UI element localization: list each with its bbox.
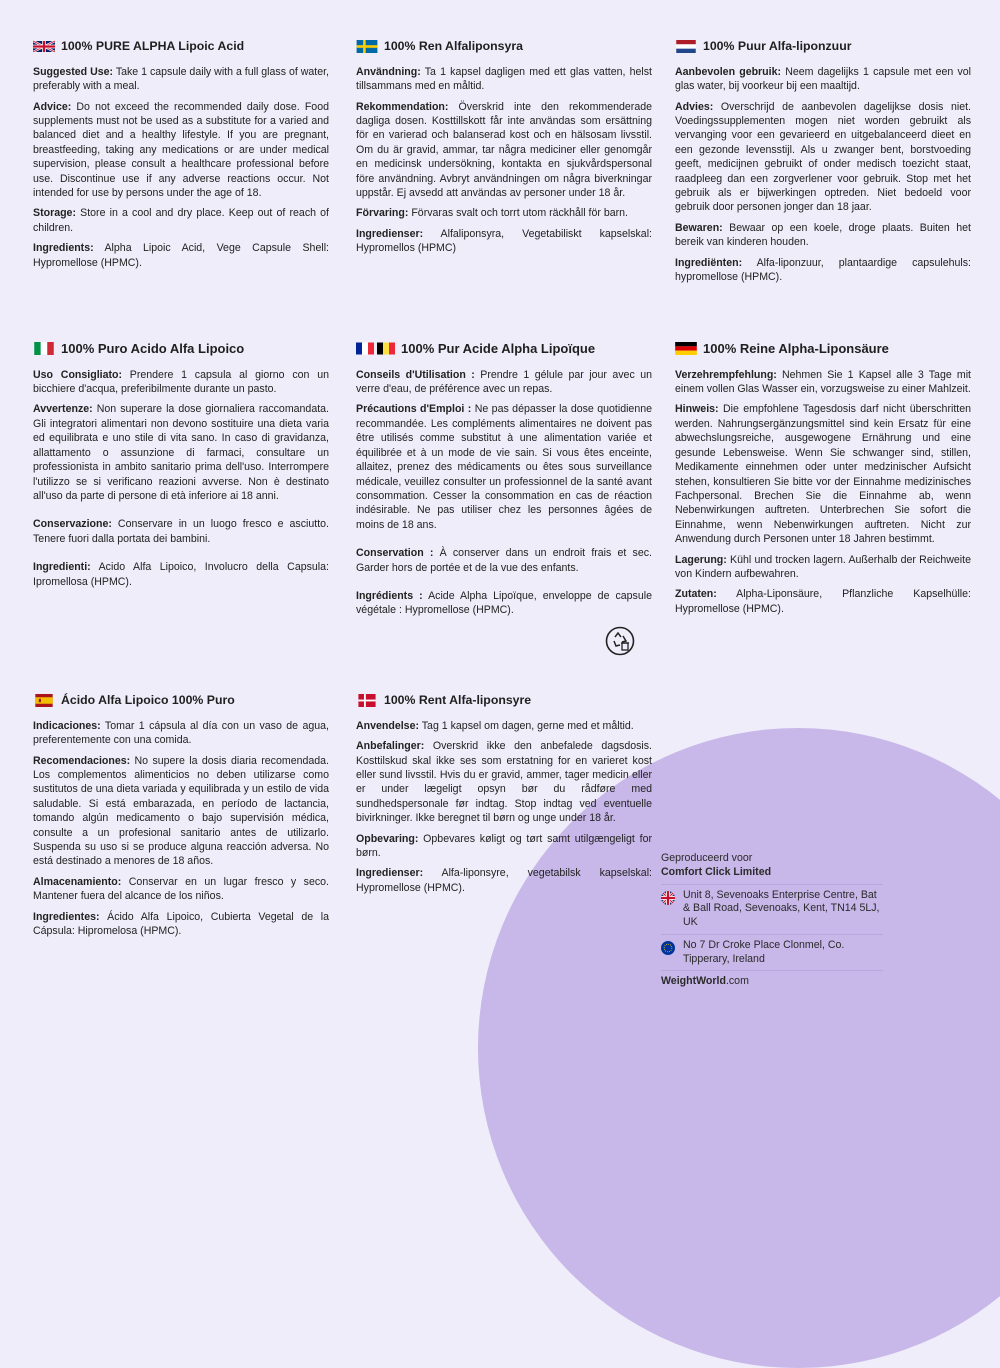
section-english [33,38,329,276]
belgium-flag-icon [377,342,395,355]
ingredients: Ingrédients : Acide Alpha Lipoïque, enveloppe de capsule végétale : Hypromellose (HPMC). [356,589,652,617]
usage: Anvendelse: Tag 1 kapsel om dagen, gerne med et måltid. [356,719,634,732]
brand-website: WeightWorld.com [661,970,883,989]
section-german [675,340,971,622]
netherlands-flag-icon [675,40,697,53]
advice: Hinweis: Die empfohlene Tagesdosis darf nicht überschritten werden. Nahrungsergänzungsmittel sind kein Ersatz für eine abwechslungsreiche, ausgewogene Ernährung und eine gesunde Lebensweise. Wenn Sie schwanger sind, stillen, Medikamente einnehmen oder unter medzinischer Aufsicht stehen, konsultieren Sie bitte vor der Einnahme medizinisches Fachpersonal. Brechen Sie die Einnahme ab, wenn Nebenwirkungen auftreten. Unterbrechen Sie sofort die Einnahme, wenn Nebenwirkungen auftreten. Nicht zur Anwendung durch Personen unter 18 Jahren bestimmt. [675,403,971,546]
section-title: Ácido Alfa Lipoico 100% Puro [33,692,329,709]
section-title: 100% Rent Alfa-liponsyre [356,692,652,709]
ingredients: Ingredienti: Acido Alfa Lipoico, Involucro della Capsula: Ipromellosa (HPMC). [33,561,329,588]
advice: Anbefalinger: Overskrid ikke den anbefalede dagsdosis. Kosttilskud skal ikke ses som erstatning for en varieret kost eller sund livsstil. Hvis du er gravid, ammer, tager medicin eller er under lægeligt opsyn bør du rådføre med sundhedspersonale før indtag. Stop indtag ved eventuelle bivirkninger. Ikke beregnet til børn og unge under 18 år. [356,740,652,825]
usage: Indicaciones: Tomar 1 cápsula al día con un vaso de agua, preferentemente con una comida. [33,719,329,747]
section-danish [356,692,652,901]
address-ireland-text: No 7 Dr Croke Place Clonmel, Co. Tipperary, Ireland [683,938,845,965]
address-ireland [661,934,883,971]
section-title: 100% PURE ALPHA Lipoic Acid [33,38,329,55]
address-uk [661,884,883,934]
section-swedish [356,38,652,262]
uk-flag-icon [661,891,675,905]
spain-flag-icon [33,694,55,707]
advice: Avvertenze: Non superare la dose giornaliera raccomandata. Gli integratori alimentari non devono sostituire una dieta varia ed equilibrata e uno stile di vita sano. In caso di gravidanza, allattamento o assunzione di farmaci, consultare un professionista in ambito sanitario prima dell'uso. Interrompere l'utilizzo se si verificano reazioni avverse. Non è destinato all'uso da parte di persone di età inferiore ai 18 anni. [33,403,329,502]
section-title: 100% Pur Acide Alpha Lipoïque [356,340,652,358]
producer-company: Comfort Click Limited [661,865,772,878]
storage: Almacenamiento: Conservar en un lugar fresco y seco. Mantener fuera del alcance de los niños. [33,875,329,903]
denmark-flag-icon [356,694,378,707]
advice: Advies: Overschrijd de aanbevolen dagelijkse dosis niet. Voedingssupplementen mogen niet worden gebruikt als vervanging voor een gevarieerd en uitgebalanceerd dieet en een gezonde levensstijl. Als u zwanger bent, borstvoeding geeft, medicijnen gebruikt of onder medisch toezicht staat, raadpleeg dan een zorgverlener voor gebruik. Stop met het gebruik als er bijwerkingen optreden. Niet bedoeld voor gebruik door personen jonger dan 18 jaar. [675,100,971,214]
recycle-bin-icon [605,626,635,656]
advice: Rekommendation: Överskrid inte den rekommenderade dagliga dosen. Kosttillskott får inte användas som ersättning för en varierad och balanserad kost och en hälsosam livsstil. Om du är gravid, ammar, tar några mediciner eller genomgår en medicinsk undersökning, kontakta en sjukvårdspersonal före användning. Avbryt användningen om några biverkningar uppstår. Ej avsedd att användas av personer under 18 år. [356,100,652,199]
italy-flag-icon [33,342,55,355]
producer-intro: Geproduceerd voor [661,852,753,864]
storage: Conservazione: Conservare in un luogo fresco e asciutto. Tenere fuori dalla portata dei bambini. [33,518,329,545]
suggested-use: Suggested Use: Take 1 capsule daily with a full glass of water, preferably with a meal. [33,65,329,93]
section-spanish [33,692,329,944]
eu-flag-icon [661,941,675,955]
ingredients: Ingrediënten: Alfa-liponzuur, plantaardige capsulehuls: hypromellose (HPMC). [675,256,971,283]
ingredients: Ingredienser: Alfa-liponsyre, vegetabilsk kapselskal: Hypromellose (HPMC). [356,867,652,894]
storage: Bewaren: Bewaar op een koele, droge plaats. Buiten het bereik van kinderen houden. [675,221,971,249]
usage: Uso Consigliato: Prendere 1 capsula al giorno con un bicchiere d'acqua, preferibilmente durante un pasto. [33,368,329,396]
usage: Verzehrempfehlung: Nehmen Sie 1 Kapsel alle 3 Tage mit einem vollen Glas Wasser ein, vorzugsweise zu einer Mahlzeit. [675,368,971,396]
advice: Précautions d'Emploi : Ne pas dépasser la dose quotidienne recommandée. Les compléments alimentaires ne doivent pas être utilisés comme substitut à une alimentation variée et équilibrée et à un mode de vie sain. Si vous êtes enceinte, allaitez, prenez des médicaments ou êtes sous surveillance médicale, veuillez consulter un professionnel de la santé avant consommation. Cesser la consommation en cas de réaction indésirable. Ne pas utiliser chez les personnes âgées de moins de 18 ans. [356,403,653,531]
ingredients: Ingredients: Alpha Lipoic Acid, Vege Capsule Shell: Hypromellose (HPMC). [33,242,329,269]
storage: Storage: Store in a cool and dry place. Keep out of reach of children. [33,207,329,234]
section-italian [33,340,329,595]
usage: Användning: Ta 1 kapsel dagligen med ett glas vatten, helst tillsammans med en måltid. [356,65,652,93]
usage: Aanbevolen gebruik: Neem dagelijks 1 capsule met een vol glas water, bij voorkeur bij een maaltijd. [675,65,971,93]
sweden-flag-icon [356,40,378,53]
advice: Recomendaciones: No supere la dosis diaria recomendada. Los complementos alimenticios no deben utilizarse como sustitutos de una dieta variada y equilibrada y un estilo de vida saludable. Si está embarazada, en período de lactancia, tomando algún medicamento o bajo supervisión médica, consulte a un profesional sanitario antes de utilizarlo. Suspenda su uso si se produce alguna reacción adversa. No está destinado a menores de 18 años. [33,754,329,868]
uk-flag-icon [33,40,55,53]
ingredients: Ingredientes: Ácido Alfa Lipoico, Cubierta Vegetal de la Cápsula: Hipromelosa (HPMC). [33,910,329,937]
storage: Lagerung: Kühl und trocken lagern. Außerhalb der Reichweite von Kindern aufbewahren. [675,553,971,580]
section-title: 100% Puro Acido Alfa Lipoico [33,340,329,358]
section-title: 100% Ren Alfaliponsyra [356,38,652,55]
storage: Conservation : À conserver dans un endroit frais et sec. Garder hors de portée et de la vue des enfants. [356,547,652,574]
section-french [356,340,652,624]
ingredients: Ingredienser: Alfaliponsyra, Vegetabiliskt kapselskal: Hypromellos (HPMC) [356,227,652,255]
address-uk-text: Unit 8, Sevenoaks Enterprise Centre, Bat & Ball Road, Sevenoaks, Kent, TN14 5LJ, UK [683,888,880,929]
advice: Advice: Do not exceed the recommended daily dose. Food supplements must not be used as a substitute for a varied and balanced diet and a healthy lifestyle. If you are pregnant, breastfeeding, taking any medications or are under medical supervision, please consult a healthcare professional before use. Discontinue use if any adverse reactions occur. Not intended for use by persons under the age of 18. [33,100,329,199]
storage: Förvaring: Förvaras svalt och torrt utom räckhåll för barn. [356,207,628,220]
germany-flag-icon [675,342,697,355]
usage: Conseils d'Utilisation : Prendre 1 gélule par jour avec un verre d'eau, de préférence avec un repas. [356,368,652,396]
section-title: 100% Puur Alfa-liponzuur [675,38,971,55]
france-flag-icon [356,342,374,355]
producer-info [661,852,883,989]
section-title: 100% Reine Alpha-Liponsäure [675,340,971,358]
section-dutch [675,38,971,290]
ingredients: Zutaten: Alpha-Liponsäure, Pflanzliche Kapselhülle: Hypromellose (HPMC). [675,588,971,615]
storage: Opbevaring: Opbevares køligt og tørt samt utilgængeligt for børn. [356,832,652,859]
